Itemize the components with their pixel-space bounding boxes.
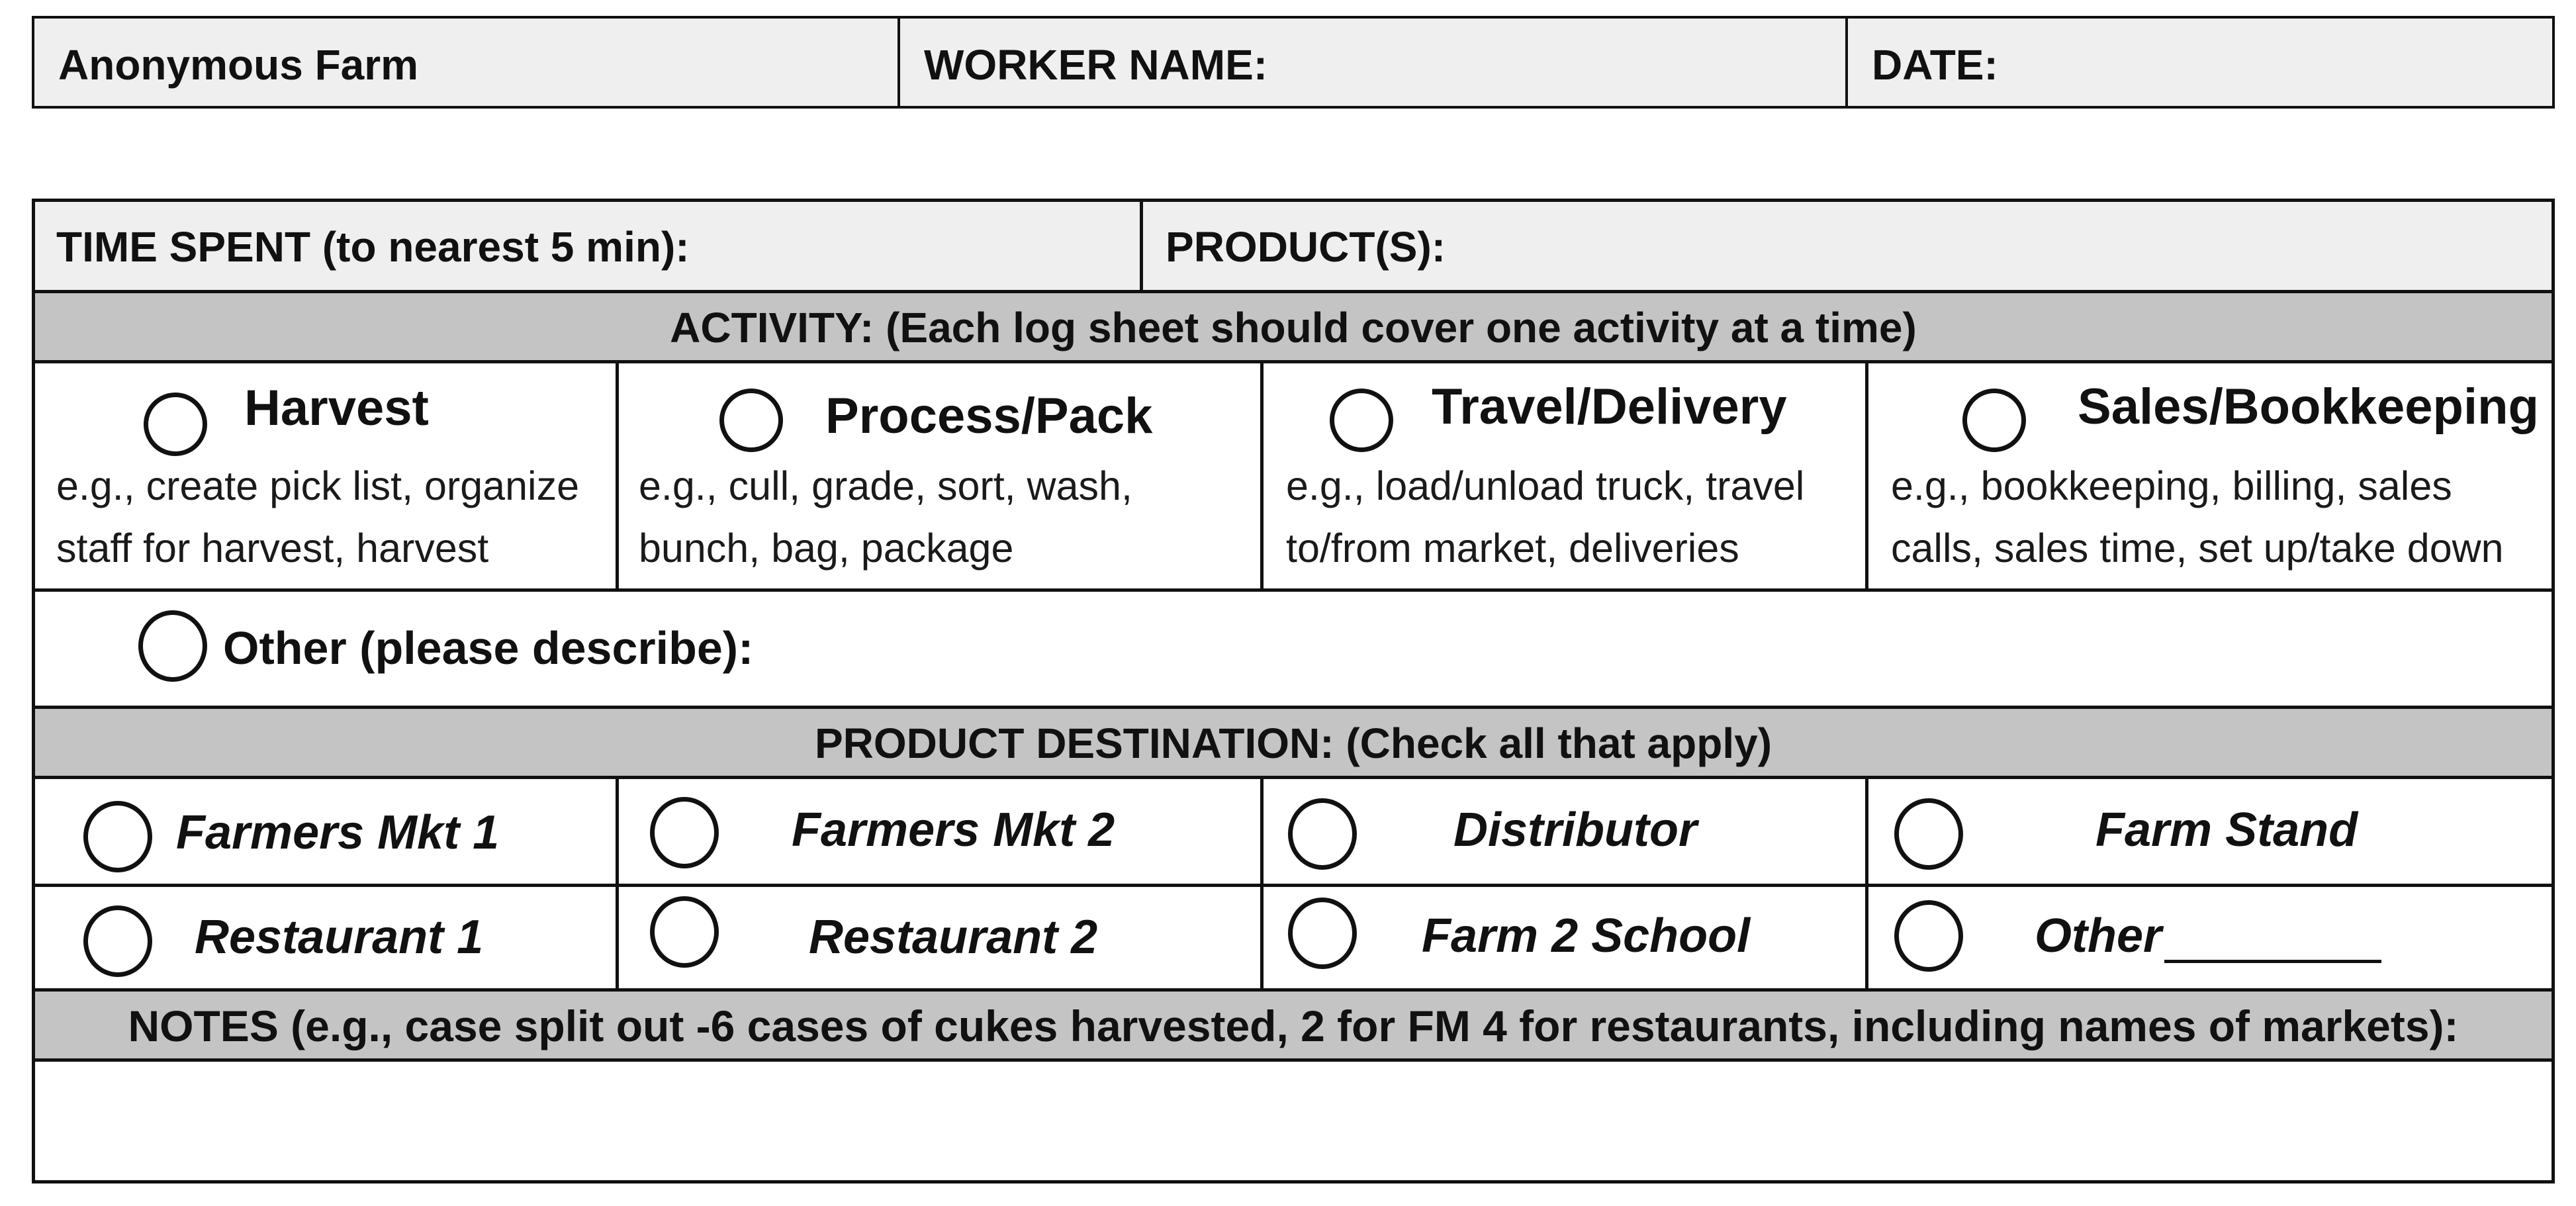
activity-title-sales-bookkeeping: Sales/Bookkeeping: [2078, 379, 2539, 435]
date-label: DATE:: [1872, 41, 1998, 89]
notes-heading-band: [35, 992, 2552, 1060]
checkbox-farm-2-school[interactable]: [1288, 898, 1357, 969]
dest-distributor: Distributor: [1453, 804, 1697, 857]
products-cell[interactable]: [1142, 202, 2552, 291]
radio-activity-other[interactable]: [138, 610, 207, 682]
activity-option-process-pack[interactable]: [619, 363, 1260, 588]
checkbox-farmers-mkt-2[interactable]: [650, 797, 719, 868]
worker-name-label: WORKER NAME:: [924, 41, 1268, 89]
activity-desc-sales-bookkeeping-2: calls, sales time, set up/take down: [1891, 526, 2504, 571]
activity-other-label: Other (please describe):: [223, 622, 754, 674]
activity-title-process-pack: Process/Pack: [825, 388, 1153, 444]
dest-restaurant-1: Restaurant 1: [195, 911, 484, 964]
activity-option-harvest[interactable]: [35, 363, 616, 588]
dest-farm-stand: Farm Stand: [2095, 804, 2358, 857]
dest-farmers-mkt-1: Farmers Mkt 1: [176, 806, 500, 859]
destination-heading: PRODUCT DESTINATION: (Check all that apply): [814, 719, 1772, 767]
activity-title-travel-delivery: Travel/Delivery: [1432, 379, 1787, 435]
dest-farm-2-school: Farm 2 School: [1422, 909, 1751, 962]
activity-desc-sales-bookkeeping-1: e.g., bookkeeping, billing, sales: [1891, 463, 2452, 508]
activity-desc-travel-delivery-2: to/from market, deliveries: [1286, 526, 1739, 571]
activity-desc-process-pack-1: e.g., cull, grade, sort, wash,: [639, 463, 1132, 508]
radio-travel-delivery[interactable]: [1330, 389, 1393, 452]
header-worker-cell[interactable]: [897, 16, 1848, 109]
time-spent-cell[interactable]: [35, 202, 1142, 291]
activity-heading: ACTIVITY: (Each log sheet should cover one activity at a time): [670, 303, 1917, 351]
checkbox-farmers-mkt-1[interactable]: [83, 801, 152, 872]
checkbox-restaurant-2[interactable]: [650, 896, 719, 968]
checkbox-farm-stand[interactable]: [1894, 798, 1963, 870]
divider-time-product: [1140, 202, 1143, 291]
activity-desc-harvest-2: staff for harvest, harvest: [56, 526, 489, 571]
activity-desc-harvest-1: e.g., create pick list, organize: [56, 463, 579, 508]
activity-option-sales-bookkeeping[interactable]: [1868, 363, 2552, 588]
radio-harvest[interactable]: [144, 393, 207, 456]
dest-other-blank-line[interactable]: [2164, 919, 2381, 963]
activity-option-other[interactable]: [35, 592, 2552, 706]
activity-option-travel-delivery[interactable]: [1264, 363, 1865, 588]
checkbox-dest-other[interactable]: [1894, 900, 1963, 972]
dest-row-divider: [35, 884, 2552, 887]
header-farm-cell: [32, 16, 900, 109]
destination-heading-band: [35, 709, 2552, 777]
dest-other: Other: [2035, 909, 2162, 962]
radio-process-pack[interactable]: [719, 389, 783, 452]
checkbox-distributor[interactable]: [1288, 798, 1357, 870]
radio-sales-bookkeeping[interactable]: [1962, 389, 2026, 452]
rule-5: [35, 776, 2552, 779]
header-date-cell[interactable]: [1845, 16, 2555, 109]
dest-farmers-mkt-2: Farmers Mkt 2: [792, 804, 1115, 857]
notes-area[interactable]: [35, 1062, 2552, 1180]
notes-heading: NOTES (e.g., case split out -6 cases of cukes harvested, 2 for FM 4 for restaurants, including names of markets):: [128, 1001, 2459, 1050]
dest-restaurant-2: Restaurant 2: [809, 911, 1098, 964]
checkbox-restaurant-1[interactable]: [83, 905, 152, 977]
activity-desc-process-pack-2: bunch, bag, package: [639, 526, 1014, 571]
activity-title-harvest: Harvest: [244, 380, 429, 436]
time-spent-label: TIME SPENT (to nearest 5 min):: [56, 223, 690, 271]
activity-heading-band: [35, 293, 2552, 361]
activity-desc-travel-delivery-1: e.g., load/unload truck, travel: [1286, 463, 1805, 508]
farm-name: Anonymous Farm: [58, 41, 419, 89]
products-label: PRODUCT(S):: [1166, 223, 1446, 271]
